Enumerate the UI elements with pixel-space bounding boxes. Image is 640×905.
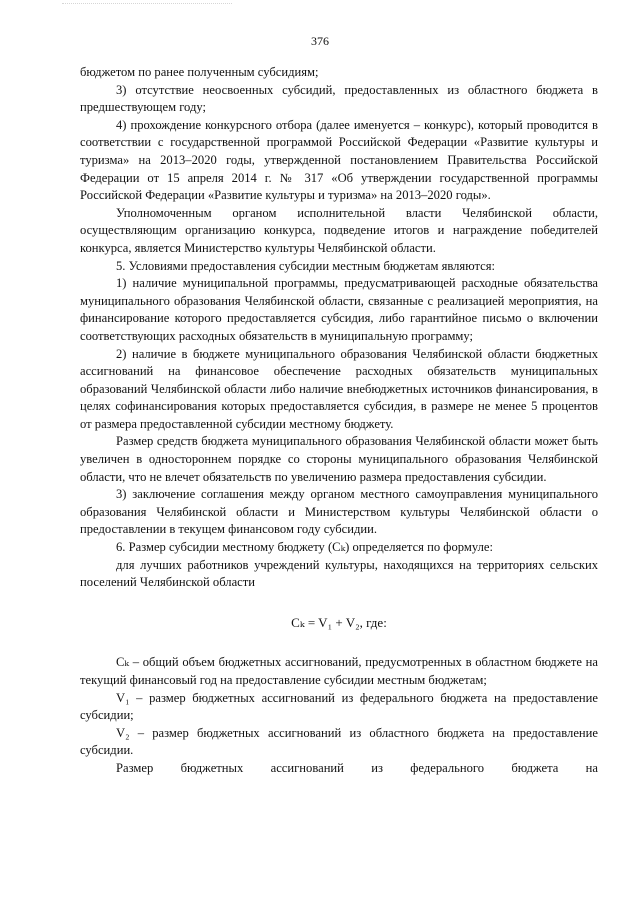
document-body — [80, 64, 598, 778]
paragraph: 3) отсутствие неосвоенных субсидий, предоставленных из областного бюджета в предшествующем году; — [80, 82, 598, 115]
scan-artifact — [62, 3, 232, 8]
definition: V₂ – размер бюджетных ассигнований из областного бюджета на предоставление субсидии. — [80, 725, 598, 758]
paragraph: 6. Размер субсидии местному бюджету (Cₖ) определяется по формуле: — [116, 540, 493, 555]
paragraph: 4) прохождение конкурсного отбора (далее именуется – конкурс), который проводится в соответствии с государственной программой Российской Федерации «Развитие культуры и туризма» на 2013–2020 годы, утвержденной постановлением Правительства Российской Федерации от 15 апреля 2014 г. № 317 «Об утверждении государственной программы Российской Федерации «Развитие культуры и туризма» на 2013–2020 годы». — [80, 117, 598, 203]
paragraph: для лучших работников учреждений культуры, находящихся на территориях сельских поселений Челябинской области — [80, 557, 598, 590]
definition: V₁ – размер бюджетных ассигнований из федерального бюджета на предоставление субсидии; — [80, 690, 598, 723]
paragraph: Размер средств бюджета муниципального образования Челябинской области может быть увеличен в одностороннем порядке со стороны муниципального образования Челябинской области, что не влечет обязательств по увеличению размера предоставления субсидии. — [80, 434, 598, 484]
definition: Cₖ – общий объем бюджетных ассигнований, предусмотренных в областном бюджете на текущий финансовый год на предоставление субсидии местным бюджетам; — [80, 655, 598, 687]
paragraph-continues: Размер бюджетных ассигнований из федерального бюджета на — [116, 760, 598, 775]
paragraph: бюджетом по ранее полученным субсидиям; — [80, 65, 319, 79]
page-number: 376 — [311, 34, 329, 48]
paragraph: 3) заключение соглашения между органом местного самоуправления муниципального образования Челябинской области и Министерством культуры Челябинской области о предоставлении в текущем финансовом году субсидии. — [80, 487, 598, 537]
paragraph: 2) наличие в бюджете муниципального образования Челябинской области бюджетных ассигнований на финансовое обеспечение расходных обязательств муниципальных образований Челябинской области либо наличие внебюджетных источников финансирования, в целях софинансирования которых предоставляется субсидия, в размере не менее 5 процентов от размера предоставленной субсидии местному бюджету. — [80, 346, 598, 431]
paragraph: 5. Условиями предоставления субсидии местным бюджетам являются: — [116, 258, 496, 273]
paragraph: 1) наличие муниципальной программы, предусматривающей расходные обязательства муниципального образования Челябинской области, связанные с реализацией мероприятия, на финансирование которого предоставляется субсидия, либо гарантийное письмо о включении соответствующих расходных обязательств в муниципальную программу; — [80, 276, 598, 343]
paragraph: Уполномоченным органом исполнительной власти Челябинской области, осуществляющим организацию конкурса, подведение итогов и награждение победителей конкурса, является Министерство культуры Челябинской области. — [80, 205, 598, 255]
formula: Cₖ = V₁ + V₂, где: — [291, 614, 387, 630]
